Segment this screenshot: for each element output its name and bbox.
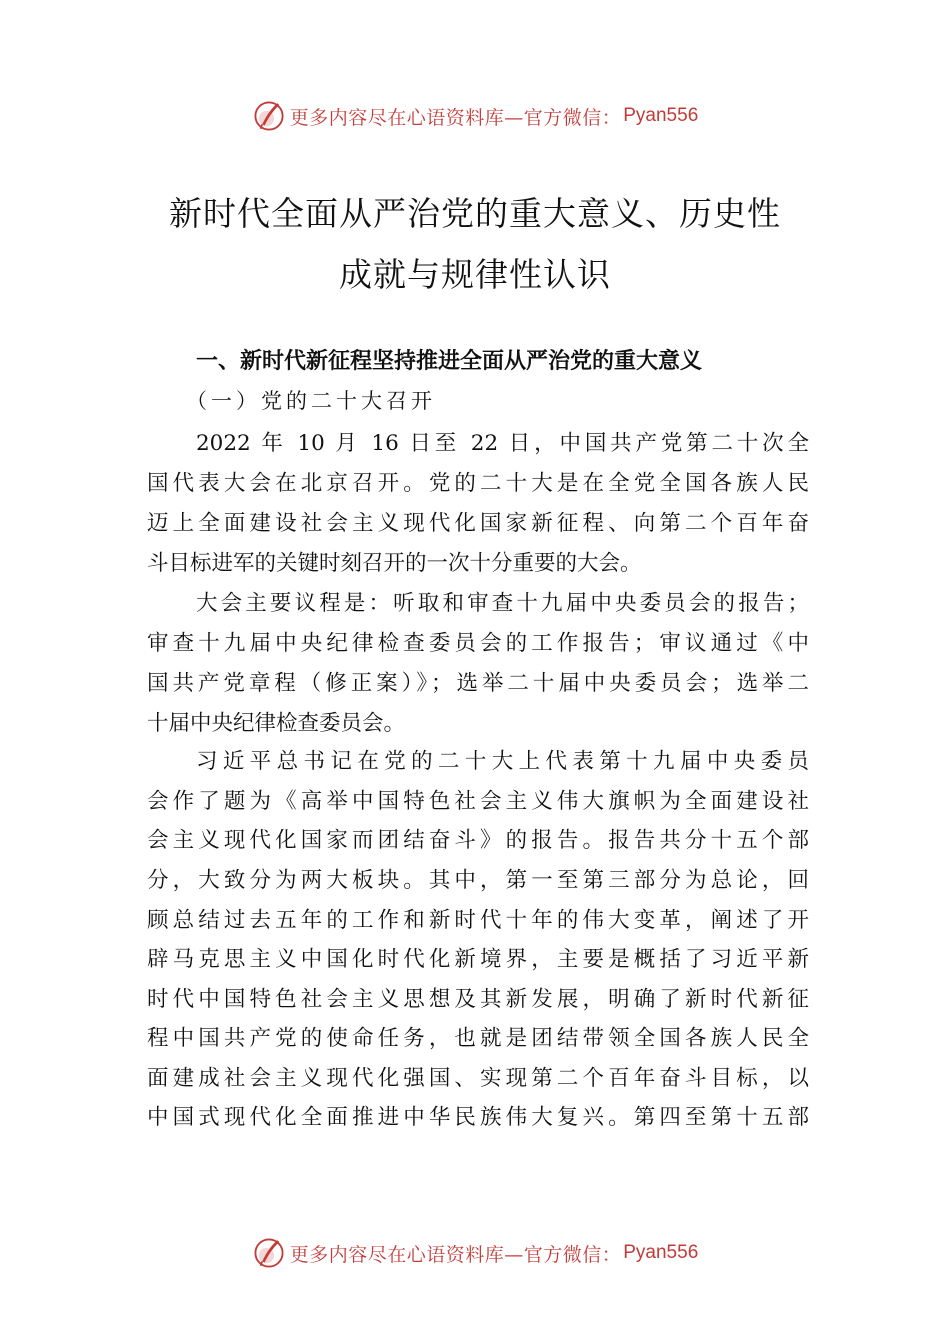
text-line: 国共产党章程（修正案）》；选举二十届中央委员会；选举二 [147,671,809,696]
text-line: 习近平总书记在党的二十大上代表第十九届中央委员 [196,749,809,774]
text-line: 分，大致分为两大板块。其中，第一至第三部分为总论，回 [147,868,809,893]
subsection-heading: （一）党的二十大召开 [186,389,436,413]
text-line: 斗目标进军的关键时刻召开的一次十分重要的大会。 [147,551,642,576]
text-line: 审查十九届中央纪律检查委员会的工作报告；审议通过《中 [147,631,809,656]
text-line: 面建成社会主义现代化强国、实现第二个百年奋斗目标，以 [147,1066,809,1091]
text-line: 辟马克思主义中国化时代化新境界，主要是概括了习近平新 [147,947,809,972]
header-banner [0,96,950,136]
text-line: 大会主要议程是：听取和审查十九届中央委员会的报告； [196,591,809,616]
text-line: 会主义现代化国家而团结奋斗》的报告。报告共分十五个部 [147,828,809,853]
document-title-line-2: 成就与规律性认识 [339,255,611,294]
banner-text: 更多内容尽在心语资料库—官方微信： [289,1243,622,1266]
banner-text: 更多内容尽在心语资料库—官方微信： [289,106,622,129]
document-title-line-1: 新时代全面从严治党的重大意义、历史性 [169,194,781,233]
quill-pen-logo-icon [252,99,286,133]
text-line: 程中国共产党的使命任务，也就是团结带领全国各族人民全 [147,1026,809,1051]
quill-pen-logo-icon [252,1236,286,1270]
text-line: 迈上全面建设社会主义现代化国家新征程、向第二个百年奋 [147,511,809,536]
banner-wechat-id: Pyan556 [623,1242,699,1263]
text-line: 国代表大会在北京召开。党的二十大是在全党全国各族人民 [147,471,809,496]
text-line: 会作了题为《高举中国特色社会主义伟大旗帜为全面建设社 [147,789,809,814]
banner-wechat-id: Pyan556 [623,105,699,126]
text-line: 中国式现代化全面推进中华民族伟大复兴。第四至第十五部 [147,1105,809,1130]
text-line: 顾总结过去五年的工作和新时代十年的伟大变革，阐述了开 [147,908,809,933]
text-line: 时代中国特色社会主义思想及其新发展，明确了新时代新征 [147,987,809,1012]
text-line: 十届中央纪律检查委员会。 [147,711,406,736]
section-heading: 一、新时代新征程坚持推进全面从严治党的重大意义 [196,349,703,374]
text-line: 2022 年 10 月 16 日至 22 日，中国共产党第二十次全 [196,431,809,456]
footer-banner [0,1233,950,1273]
